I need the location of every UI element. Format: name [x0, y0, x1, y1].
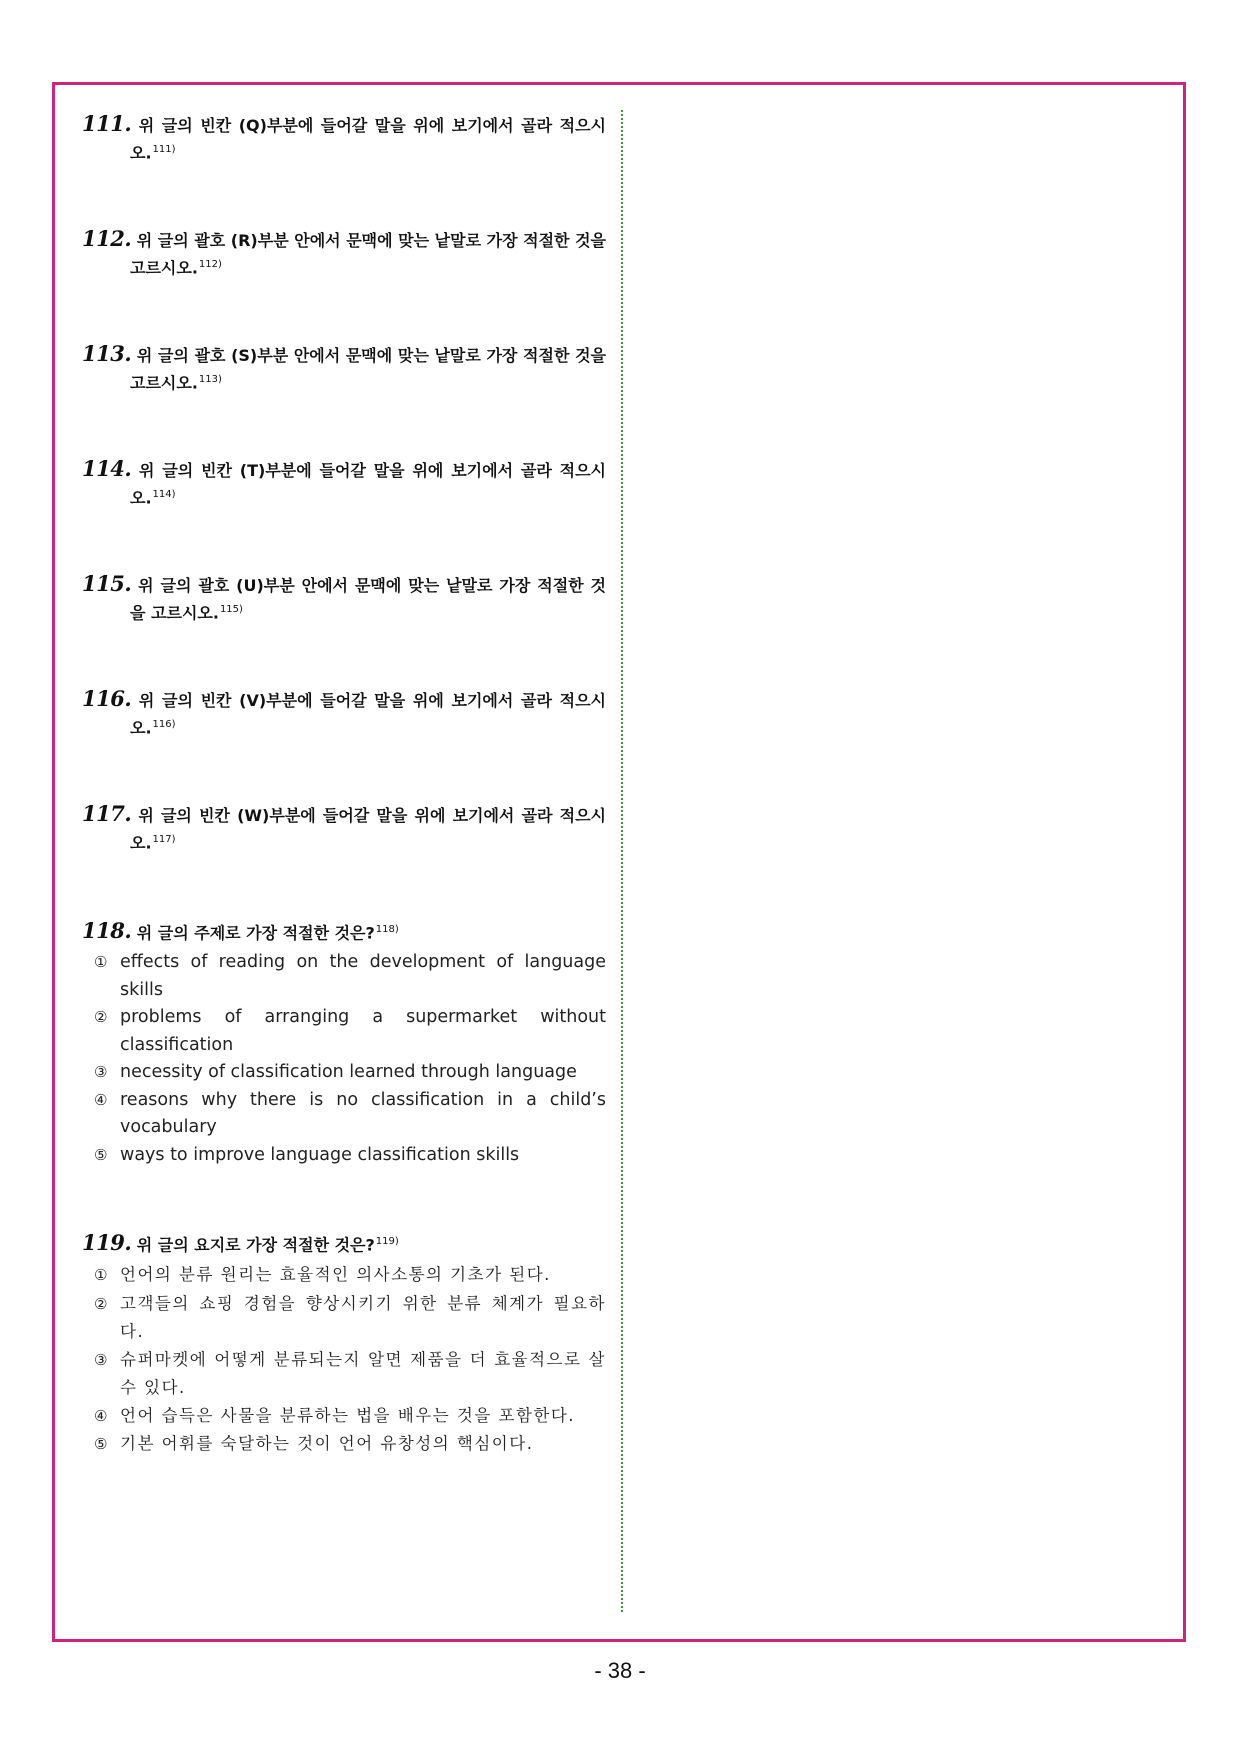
question-number: 118. — [82, 918, 132, 944]
question-118 — [82, 918, 606, 1169]
choice-5[interactable] — [94, 1142, 606, 1170]
question-text: 위 글의 괄호 (R)부분 안에서 문맥에 맞는 낱말로 가장 적절한 것을 고르시오. — [130, 231, 606, 278]
question-text: 위 글의 괄호 (U)부분 안에서 문맥에 맞는 낱말로 가장 적절한 것을 고르시오. — [130, 576, 606, 623]
question-number: 115. — [82, 571, 132, 596]
question-number: 117. — [82, 801, 132, 826]
question-114 — [82, 457, 606, 510]
choice-marker: ⑤ — [94, 1145, 108, 1164]
footnote-ref: 119) — [375, 1236, 399, 1247]
choice-marker: ① — [94, 953, 108, 972]
choice-1[interactable] — [94, 1261, 606, 1290]
choice-text: necessity of classification learned through language — [120, 1062, 577, 1083]
question-113 — [82, 342, 606, 395]
question-prompt — [82, 1230, 606, 1257]
question-number: 111. — [82, 111, 132, 136]
choice-text: reasons why there is no classification in a child’s vocabulary — [120, 1089, 606, 1138]
question-prompt — [82, 918, 606, 945]
question-number: 119. — [82, 1230, 132, 1256]
choice-marker: ③ — [94, 1350, 109, 1369]
column-divider — [621, 110, 623, 1612]
choice-4[interactable] — [94, 1402, 606, 1431]
question-112 — [82, 227, 606, 280]
choice-2[interactable] — [94, 1290, 606, 1346]
choice-text: 슈퍼마켓에 어떻게 분류되는지 알면 제품을 더 효율적으로 살 수 있다. — [120, 1349, 606, 1398]
question-111 — [82, 112, 606, 165]
question-text: 위 글의 요지로 가장 적절한 것은? — [136, 1235, 375, 1255]
footnote-ref: 111) — [152, 144, 176, 155]
footnote-ref: 114) — [152, 489, 176, 500]
question-text: 위 글의 주제로 가장 적절한 것은? — [136, 923, 375, 943]
question-text: 위 글의 빈칸 (Q)부분에 들어갈 말을 위에 보기에서 골라 적으시오. — [130, 116, 606, 163]
choice-marker: ② — [94, 1008, 108, 1027]
question-number: 113. — [82, 341, 132, 366]
footnote-ref: 113) — [198, 374, 222, 385]
choice-3[interactable] — [94, 1346, 606, 1402]
choice-text: ways to improve language classification skills — [120, 1144, 520, 1165]
question-number: 116. — [82, 686, 132, 711]
footnote-ref: 118) — [375, 924, 399, 935]
footnote-ref: 116) — [152, 719, 176, 730]
choice-text: 언어의 분류 원리는 효율적인 의사소통의 기초가 된다. — [120, 1265, 551, 1285]
choice-text: 언어 습득은 사물을 분류하는 법을 배우는 것을 포함한다. — [120, 1405, 576, 1425]
footnote-ref: 117) — [152, 834, 176, 845]
question-prompt — [82, 112, 606, 165]
choice-marker: ③ — [94, 1063, 108, 1082]
question-prompt — [82, 227, 606, 280]
choice-marker: ④ — [94, 1406, 109, 1425]
choice-list — [82, 1261, 606, 1459]
choice-marker: ⑤ — [94, 1435, 109, 1454]
choice-text: effects of reading on the development of language skills — [120, 952, 606, 1000]
choice-marker: ① — [94, 1266, 109, 1285]
choice-list — [82, 949, 606, 1169]
question-text: 위 글의 괄호 (S)부분 안에서 문맥에 맞는 낱말로 가장 적절한 것을 고르시오. — [130, 346, 606, 393]
question-119 — [82, 1230, 606, 1459]
choice-5[interactable] — [94, 1430, 606, 1459]
choice-marker: ④ — [94, 1090, 108, 1109]
question-prompt — [82, 687, 606, 740]
question-prompt — [82, 457, 606, 510]
choice-3[interactable] — [94, 1059, 606, 1087]
question-prompt — [82, 802, 606, 855]
question-text: 위 글의 빈칸 (T)부분에 들어갈 말을 위에 보기에서 골라 적으시오. — [130, 461, 606, 508]
question-116 — [82, 687, 606, 740]
footnote-ref: 115) — [219, 604, 243, 615]
choice-text: 기본 어휘를 숙달하는 것이 언어 유창성의 핵심이다. — [120, 1434, 534, 1454]
choice-4[interactable] — [94, 1087, 606, 1142]
page-number: - 38 - — [594, 1658, 646, 1683]
choice-marker: ② — [94, 1294, 109, 1313]
choice-text: problems of arranging a supermarket without classification — [120, 1007, 606, 1055]
question-number: 112. — [82, 226, 132, 251]
choice-1[interactable] — [94, 949, 606, 1004]
question-115 — [82, 572, 606, 625]
question-text: 위 글의 빈칸 (V)부분에 들어갈 말을 위에 보기에서 골라 적으시오. — [130, 691, 606, 738]
question-117 — [82, 802, 606, 855]
footnote-ref: 112) — [198, 259, 222, 270]
choice-2[interactable] — [94, 1004, 606, 1059]
question-text: 위 글의 빈칸 (W)부분에 들어갈 말을 위에 보기에서 골라 적으시오. — [130, 806, 606, 853]
choice-text: 고객들의 쇼핑 경험을 향상시키기 위한 분류 체계가 필요하다. — [120, 1293, 606, 1342]
question-prompt — [82, 572, 606, 625]
question-number: 114. — [82, 456, 132, 481]
question-prompt — [82, 342, 606, 395]
